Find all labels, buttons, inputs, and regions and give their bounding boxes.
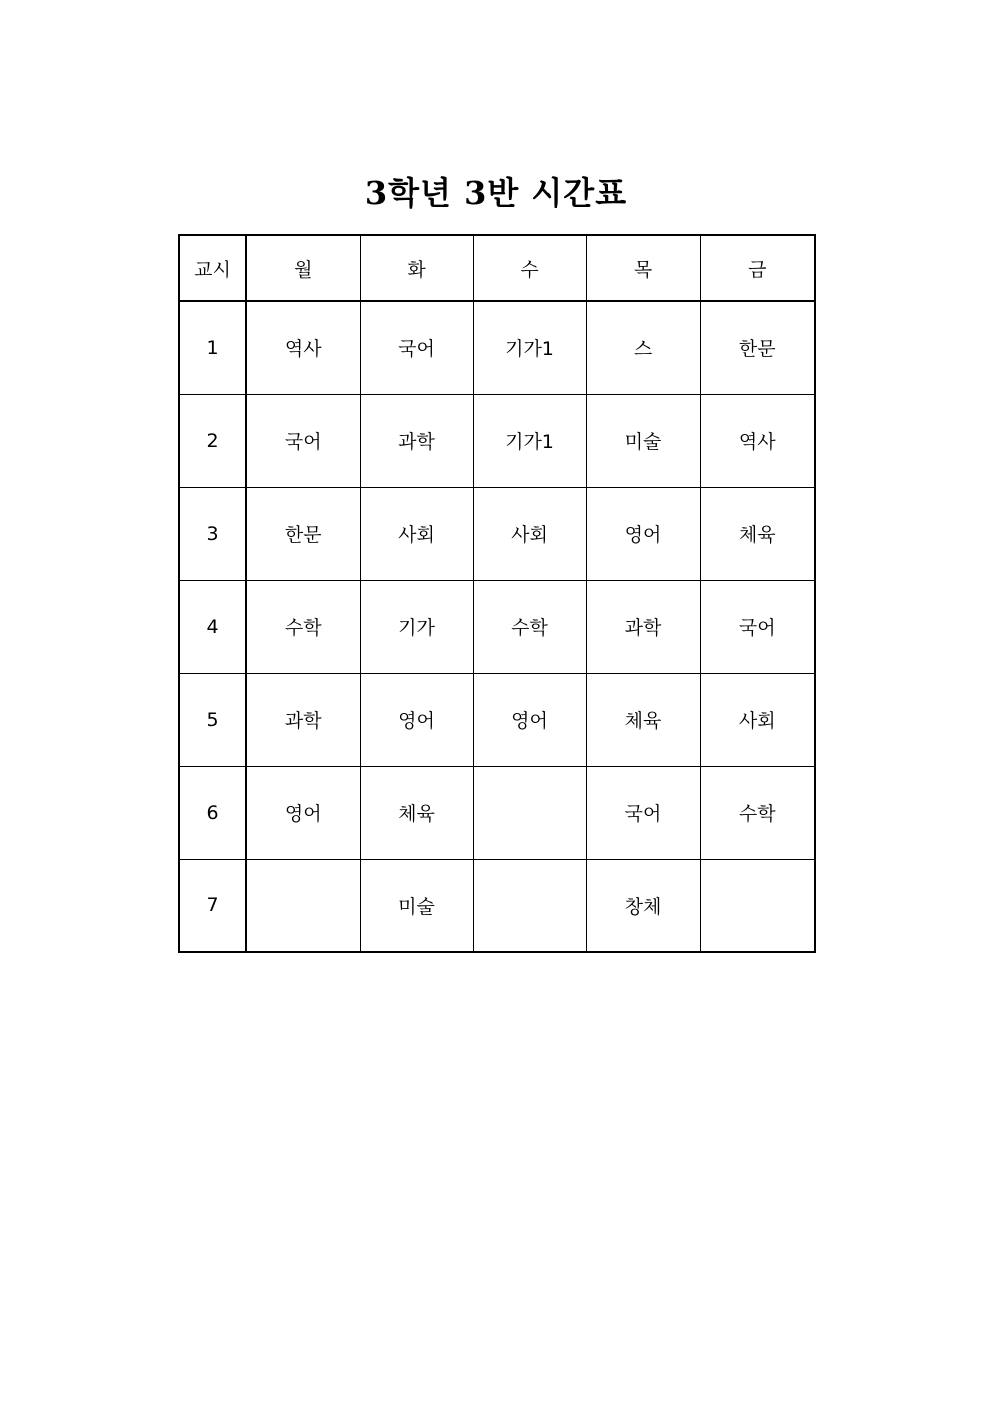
table-cell: 수학	[246, 580, 360, 673]
table-cell: 미술	[586, 394, 700, 487]
header-monday: 월	[246, 235, 360, 301]
table-cell: 역사	[246, 301, 360, 394]
table-cell: 국어	[360, 301, 473, 394]
period-number: 6	[179, 766, 246, 859]
table-cell: 과학	[586, 580, 700, 673]
table-cell: 과학	[360, 394, 473, 487]
table-cell: 미술	[360, 859, 473, 952]
header-row	[179, 235, 815, 301]
table-cell: 사회	[360, 487, 473, 580]
table-cell: 영어	[586, 487, 700, 580]
table-cell: 영어	[360, 673, 473, 766]
header-thursday: 목	[586, 235, 700, 301]
table-cell: 창체	[586, 859, 700, 952]
table-cell: 스	[586, 301, 700, 394]
table-cell: 역사	[700, 394, 815, 487]
table-row	[179, 487, 815, 580]
table-row	[179, 859, 815, 952]
table-row	[179, 301, 815, 394]
table-row	[179, 766, 815, 859]
table-cell	[700, 859, 815, 952]
table-cell: 체육	[586, 673, 700, 766]
table-cell: 수학	[473, 580, 586, 673]
table-row	[179, 580, 815, 673]
header-period: 교시	[179, 235, 246, 301]
table-cell: 국어	[700, 580, 815, 673]
table-cell: 사회	[700, 673, 815, 766]
table-row	[179, 673, 815, 766]
table-cell: 과학	[246, 673, 360, 766]
table-cell	[246, 859, 360, 952]
timetable	[178, 234, 816, 953]
period-number: 2	[179, 394, 246, 487]
table-cell: 수학	[700, 766, 815, 859]
page-title: 3학년 3반 시간표	[364, 174, 628, 212]
table-cell: 국어	[586, 766, 700, 859]
table-cell: 영어	[473, 673, 586, 766]
header-friday: 금	[700, 235, 815, 301]
table-cell: 기가	[360, 580, 473, 673]
header-tuesday: 화	[360, 235, 473, 301]
timetable-body	[179, 301, 815, 952]
period-number: 7	[179, 859, 246, 952]
table-cell: 한문	[700, 301, 815, 394]
table-cell: 사회	[473, 487, 586, 580]
table-cell: 체육	[700, 487, 815, 580]
table-cell: 국어	[246, 394, 360, 487]
table-row	[179, 394, 815, 487]
table-cell: 영어	[246, 766, 360, 859]
period-number: 3	[179, 487, 246, 580]
table-cell	[473, 766, 586, 859]
header-wednesday: 수	[473, 235, 586, 301]
timetable-header	[179, 235, 815, 301]
period-number: 4	[179, 580, 246, 673]
table-cell	[473, 859, 586, 952]
table-cell: 기가1	[473, 394, 586, 487]
table-cell: 기가1	[473, 301, 586, 394]
table-cell: 체육	[360, 766, 473, 859]
table-cell: 한문	[246, 487, 360, 580]
period-number: 1	[179, 301, 246, 394]
period-number: 5	[179, 673, 246, 766]
